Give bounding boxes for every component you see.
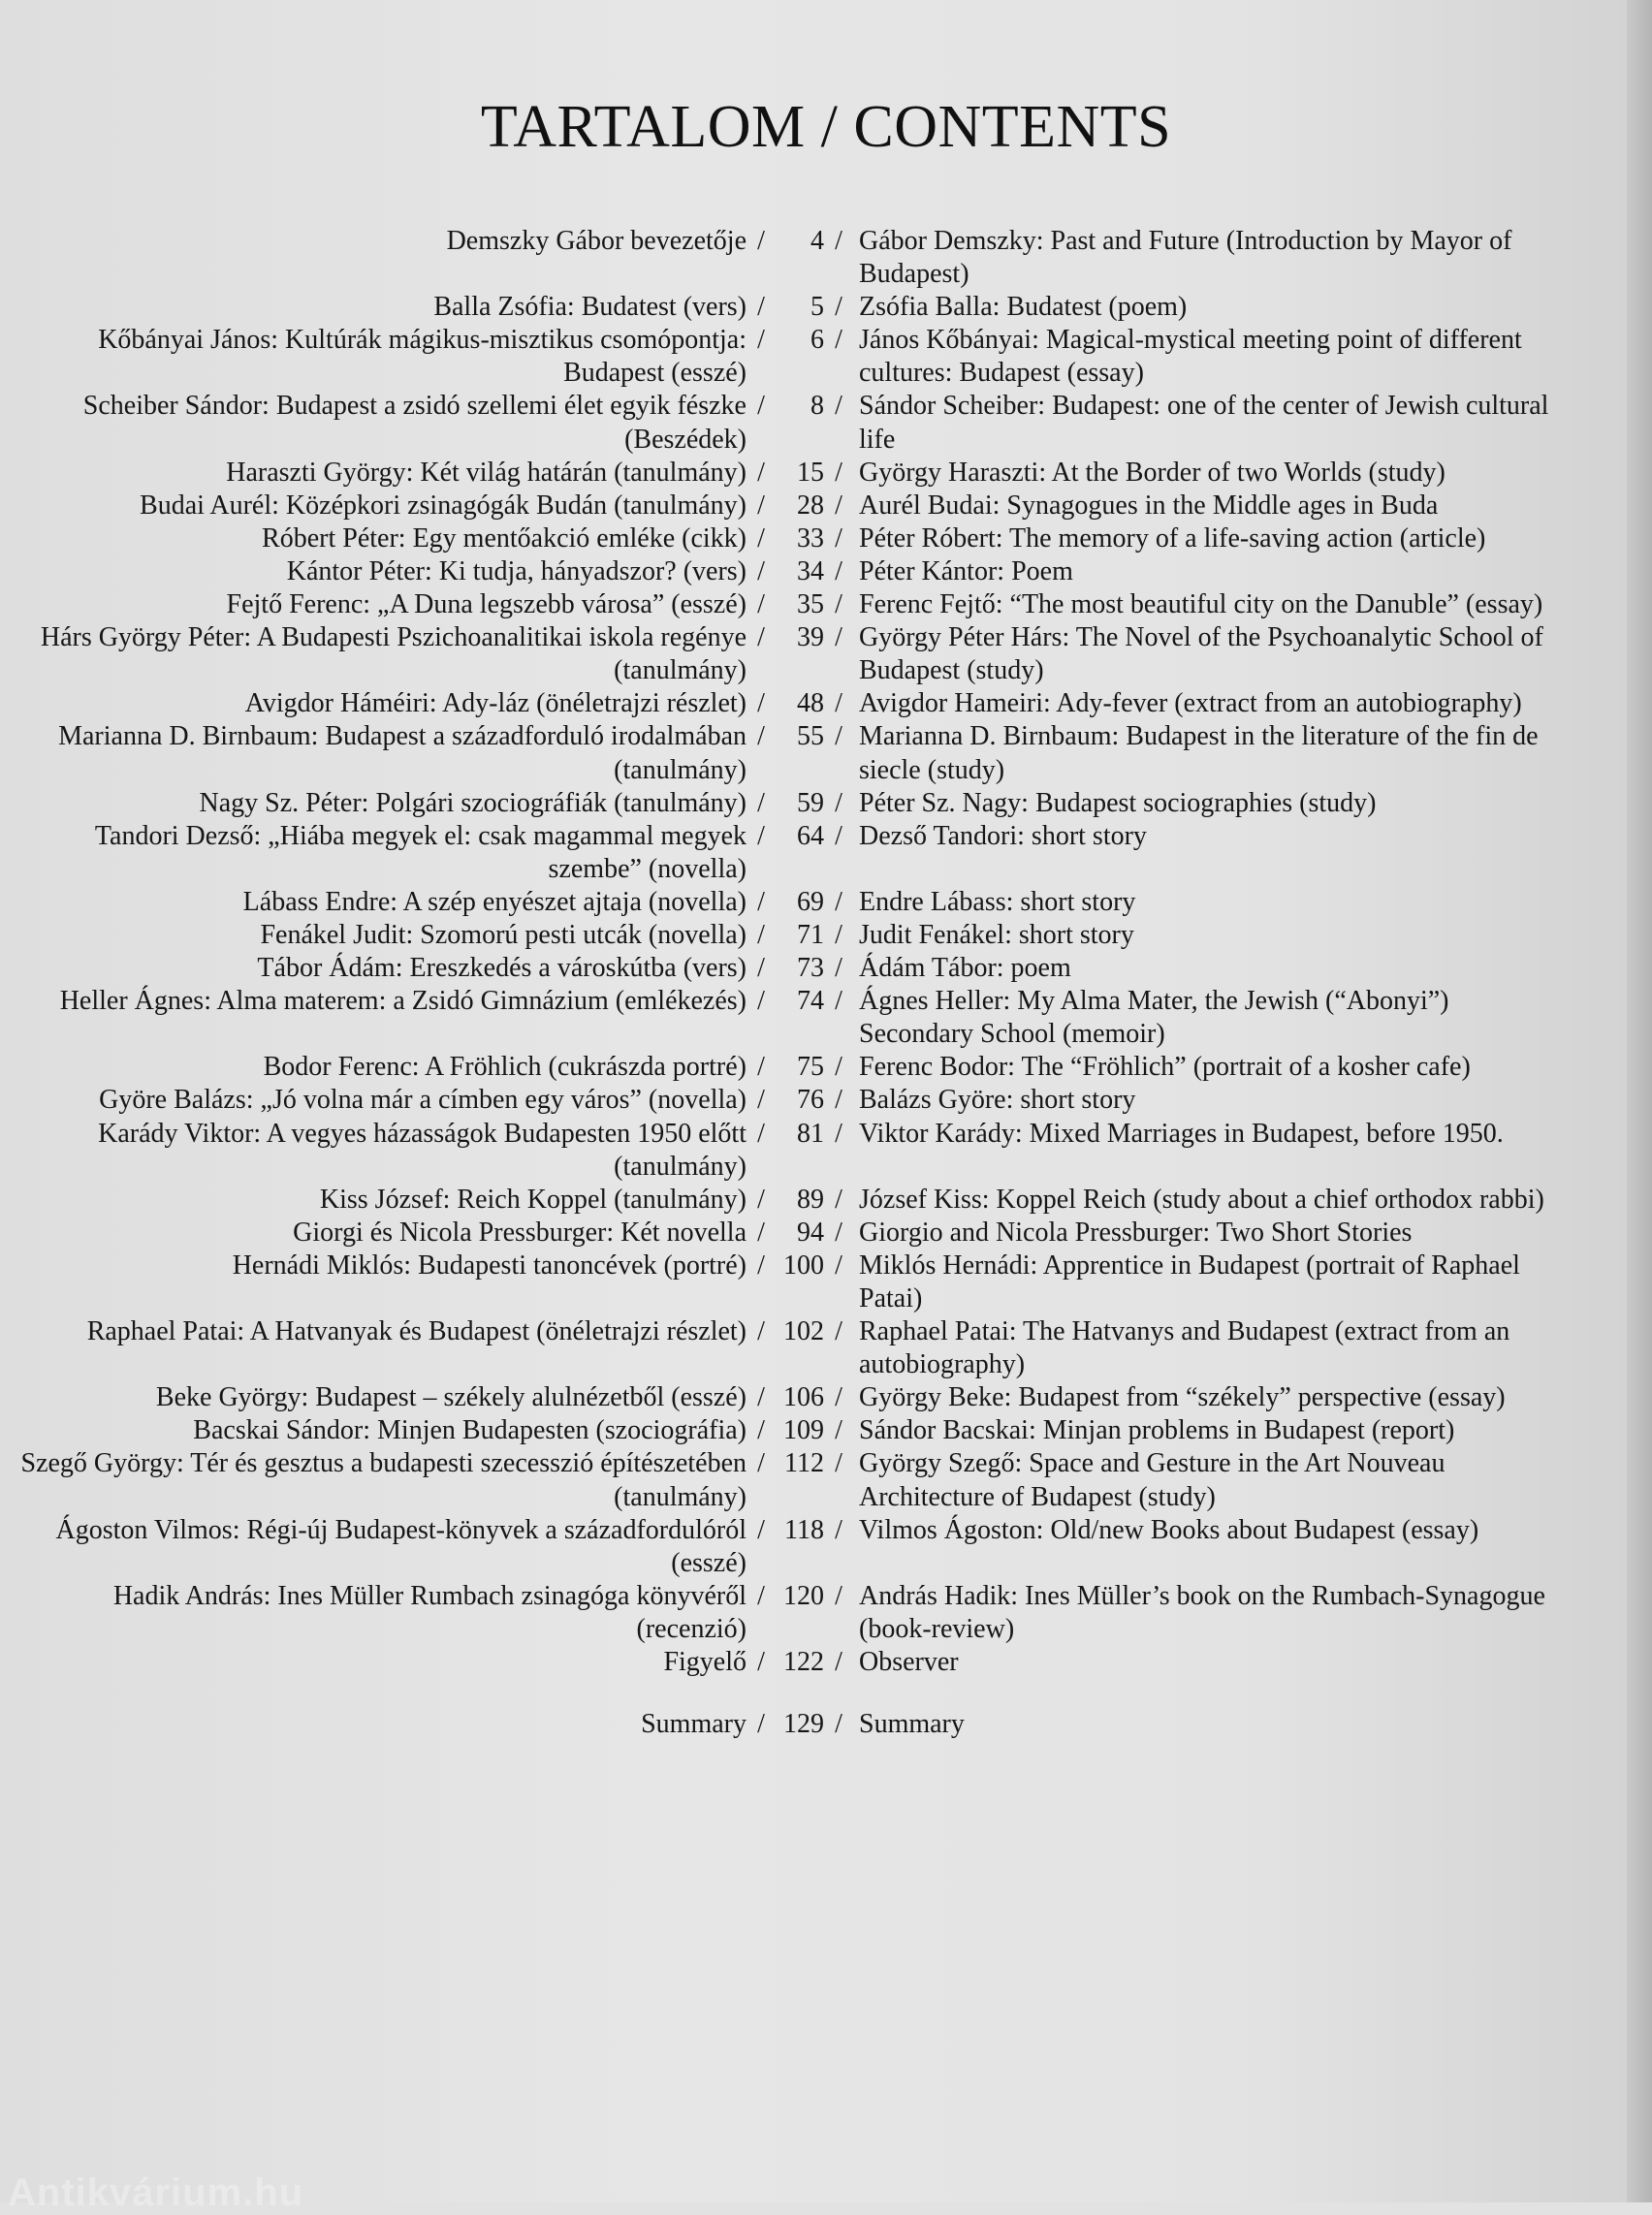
toc-page-number: 118 <box>784 1514 824 1545</box>
toc-page-number: 94 <box>797 1217 824 1248</box>
toc-entry-hungarian-title: Raphael Patai: A Hatvanyak és Budapest (önéletrajzi részlet) <box>86 1316 747 1347</box>
toc-entry <box>0 720 1652 786</box>
toc-separator: / <box>757 919 765 950</box>
toc-separator: / <box>757 953 765 984</box>
toc-page-number: 59 <box>797 787 824 818</box>
toc-page-number: 71 <box>797 919 824 950</box>
toc-separator: / <box>835 292 842 323</box>
toc-separator: / <box>757 325 765 356</box>
toc-separator: / <box>757 1184 765 1215</box>
toc-entry-hungarian-title: Fejtő Ferenc: „A Duna legszebb városa” (esszé) <box>226 589 747 620</box>
toc-entry-english-title: Gábor Demszky: Past and Future (Introduction by Mayor of Budapest) <box>859 226 1512 290</box>
toc-page-number: 106 <box>783 1382 824 1413</box>
toc-separator: / <box>757 1250 765 1281</box>
toc-separator: / <box>757 1514 765 1545</box>
toc-separator: / <box>835 688 842 719</box>
toc-separator: / <box>757 457 765 488</box>
toc-separator: / <box>835 1415 842 1446</box>
toc-entry-english-title: Summary <box>859 1709 965 1740</box>
toc-entry <box>0 457 1652 490</box>
toc-entry-english-title: György Haraszti: At the Border of two Worlds (study) <box>859 457 1446 488</box>
toc-entry-hungarian-title: Marianna D. Birnbaum: Budapest a századforduló irodalmában (tanulmány) <box>58 721 747 785</box>
toc-separator: / <box>835 886 842 917</box>
toc-separator: / <box>757 886 765 917</box>
toc-separator: / <box>835 1184 842 1215</box>
toc-entry-hungarian-title: Györe Balázs: „Jó volna már a címben egy város” (novella) <box>99 1085 747 1116</box>
toc-separator: / <box>835 986 842 1017</box>
toc-entry-english-title: Marianna D. Birnbaum: Budapest in the literature of the fin de siecle (study) <box>859 721 1539 785</box>
toc-separator: / <box>757 986 765 1017</box>
toc-entry-english-title: Aurél Budai: Synagogues in the Middle ages in Buda <box>859 490 1439 521</box>
toc-entry-hungarian-title: Tandori Dezső: „Hiába megyek el: csak magammal megyek szembe” (novella) <box>94 820 747 884</box>
toc-separator: / <box>835 1085 842 1116</box>
toc-page-number: 81 <box>797 1118 824 1149</box>
toc-entry-hungarian-title: Summary <box>641 1709 747 1740</box>
toc-entry <box>0 919 1652 952</box>
toc-entry-hungarian-title: Tábor Ádám: Ereszkedés a városkútba (vers) <box>257 953 747 984</box>
toc-separator: / <box>757 1316 765 1347</box>
toc-separator: / <box>835 457 842 488</box>
toc-entry <box>0 1250 1652 1315</box>
toc-separator: / <box>835 1448 842 1479</box>
toc-entry <box>0 1084 1652 1117</box>
toc-entry-english-title: Sándor Scheiber: Budapest: one of the center of Jewish cultural life <box>859 391 1549 455</box>
toc-page-number: 64 <box>797 820 824 851</box>
toc-entry-english-title: Endre Lábass: short story <box>859 886 1136 917</box>
toc-separator: / <box>757 1709 765 1740</box>
toc-entry <box>0 522 1652 555</box>
toc-separator: / <box>835 1052 842 1083</box>
toc-entry <box>0 886 1652 919</box>
toc-entry-hungarian-title: Hernádi Miklós: Budapesti tanoncévek (portré) <box>232 1250 747 1281</box>
toc-separator: / <box>757 787 765 818</box>
toc-entry-english-title: Péter Kántor: Poem <box>859 555 1073 586</box>
toc-entry <box>0 952 1652 985</box>
toc-entry-english-title: Ferenc Fejtő: “The most beautiful city on the Danuble” (essay) <box>859 589 1543 620</box>
toc-entry-hungarian-title: Fenákel Judit: Szomorú pesti utcák (novella) <box>260 919 747 950</box>
toc-entry-english-title: Sándor Bacskai: Minjan problems in Budapest (report) <box>859 1415 1455 1446</box>
toc-separator: / <box>757 622 765 653</box>
toc-entry-english-title: János Kőbányai: Magical-mystical meeting point of different cultures: Budapest (essay) <box>859 325 1522 389</box>
toc-entry <box>0 1315 1652 1381</box>
toc-separator: / <box>757 1217 765 1248</box>
toc-entry <box>0 1118 1652 1184</box>
toc-separator: / <box>835 721 842 752</box>
toc-entry-hungarian-title: Bodor Ferenc: A Fröhlich (cukrászda portré) <box>263 1052 747 1083</box>
toc-separator: / <box>835 1647 842 1678</box>
toc-entry-hungarian-title: Balla Zsófia: Budatest (vers) <box>433 292 747 323</box>
toc-entry-english-title: Dezső Tandori: short story <box>859 820 1147 851</box>
toc-separator: / <box>757 1415 765 1446</box>
toc-entry-english-title: Péter Sz. Nagy: Budapest sociographies (study) <box>859 787 1377 818</box>
toc-entry-hungarian-title: Ágoston Vilmos: Régi-új Budapest-könyvek a századfordulóról (esszé) <box>55 1514 747 1578</box>
summary-gap <box>0 1679 1652 1708</box>
toc-entry <box>0 291 1652 324</box>
toc-entry-hungarian-title: Beke György: Budapest – székely alulnézetből (esszé) <box>155 1382 747 1413</box>
toc-page-number: 112 <box>784 1448 824 1479</box>
toc-entry-english-title: József Kiss: Koppel Reich (study about a chief orthodox rabbi) <box>859 1184 1544 1215</box>
toc-entry <box>0 1414 1652 1447</box>
toc-separator: / <box>757 589 765 620</box>
toc-separator: / <box>757 490 765 521</box>
toc-separator: / <box>757 226 765 256</box>
toc-entry-hungarian-title: Heller Ágnes: Alma materem: a Zsidó Gimnázium (emlékezés) <box>59 986 747 1017</box>
toc-separator: / <box>835 919 842 950</box>
toc-separator: / <box>835 1709 842 1740</box>
toc-entry-hungarian-title: Avigdor Háméiri: Ady-láz (önéletrajzi részlet) <box>244 688 747 719</box>
toc-page-number: 48 <box>797 688 824 719</box>
toc-page-number: 73 <box>797 953 824 984</box>
toc-page-number: 35 <box>797 589 824 620</box>
toc-separator: / <box>757 1647 765 1678</box>
toc-entry <box>0 324 1652 390</box>
toc-page-number: 100 <box>783 1250 824 1281</box>
toc-page-number: 76 <box>797 1085 824 1116</box>
toc-entry-hungarian-title: Hárs György Péter: A Budapesti Pszichoanalitikai iskola regénye (tanulmány) <box>40 622 747 686</box>
toc-entry-english-title: Péter Róbert: The memory of a life-saving action (article) <box>859 522 1486 554</box>
toc-entry <box>0 588 1652 621</box>
toc-separator: / <box>757 522 765 554</box>
toc-entry <box>0 687 1652 720</box>
toc-page-number: 120 <box>783 1580 824 1611</box>
toc-entry-english-title: Vilmos Ágoston: Old/new Books about Budapest (essay) <box>859 1514 1479 1545</box>
toc-page-number: 5 <box>810 292 824 323</box>
toc-page-number: 129 <box>783 1709 824 1740</box>
toc-page-number: 102 <box>783 1316 824 1347</box>
toc-entry <box>0 490 1652 522</box>
toc-entry-hungarian-title: Haraszti György: Két világ határán (tanulmány) <box>226 457 747 488</box>
toc-entry <box>0 985 1652 1051</box>
toc-separator: / <box>835 391 842 422</box>
toc-separator: / <box>835 820 842 851</box>
toc-entry-hungarian-title: Budai Aurél: Középkori zsinagógák Budán (tanulmány) <box>140 490 747 521</box>
toc-entry-english-title: Balázs Györe: short story <box>859 1085 1136 1116</box>
toc-separator: / <box>757 1118 765 1149</box>
toc-page-number: 8 <box>810 391 824 422</box>
page-title: TARTALOM / CONTENTS <box>480 94 1172 160</box>
toc-entry <box>0 1381 1652 1414</box>
toc-entry-english-title: György Szegő: Space and Gesture in the Art Nouveau Architecture of Budapest (study) <box>859 1448 1446 1512</box>
toc-separator: / <box>835 1217 842 1248</box>
toc-entry <box>0 1217 1652 1250</box>
toc-entry <box>0 1184 1652 1217</box>
toc-entry-hungarian-title: Lábass Endre: A szép enyészet ajtaja (novella) <box>242 886 747 917</box>
toc-entry <box>0 820 1652 886</box>
toc-entry <box>0 1051 1652 1084</box>
toc-separator: / <box>835 1250 842 1281</box>
toc-separator: / <box>835 1514 842 1545</box>
table-of-contents <box>0 225 1652 1741</box>
toc-separator: / <box>757 292 765 323</box>
toc-entry-hungarian-title: Szegő György: Tér és gesztus a budapesti szecesszió építészetében (tanulmány) <box>20 1448 747 1512</box>
toc-entry-hungarian-title: Bacskai Sándor: Minjen Budapesten (szociográfia) <box>193 1415 747 1446</box>
toc-separator: / <box>835 325 842 356</box>
toc-entry-english-title: Observer <box>859 1647 959 1678</box>
toc-entry-hungarian-title: Scheiber Sándor: Budapest a zsidó szellemi élet egyik fészke (Beszédek) <box>82 391 747 455</box>
toc-separator: / <box>835 1118 842 1149</box>
toc-page-number: 34 <box>797 555 824 586</box>
toc-entry <box>0 1514 1652 1580</box>
toc-entry-hungarian-title: Kántor Péter: Ki tudja, hányadszor? (vers) <box>286 555 747 586</box>
toc-page-number: 39 <box>797 622 824 653</box>
toc-entry-hungarian-title: Demszky Gábor bevezetője <box>446 226 747 256</box>
toc-entry <box>0 1580 1652 1646</box>
toc-entry <box>0 555 1652 588</box>
toc-entry-hungarian-title: Kiss József: Reich Koppel (tanulmány) <box>319 1184 747 1215</box>
toc-entry-hungarian-title: Róbert Péter: Egy mentőakció emléke (cikk) <box>262 522 747 554</box>
toc-entry-english-title: Zsófia Balla: Budatest (poem) <box>859 292 1188 323</box>
toc-entry-english-title: Raphael Patai: The Hatvanys and Budapest (extract from an autobiography) <box>859 1316 1510 1380</box>
toc-separator: / <box>835 226 842 256</box>
toc-separator: / <box>757 688 765 719</box>
toc-entry-english-title: Miklós Hernádi: Apprentice in Budapest (portrait of Raphael Patai) <box>859 1250 1520 1313</box>
toc-entry-english-title: András Hadik: Ines Müller’s book on the Rumbach-Synagogue (book-review) <box>859 1580 1545 1644</box>
toc-separator: / <box>757 1085 765 1116</box>
toc-entry-english-title: György Beke: Budapest from “székely” perspective (essay) <box>859 1382 1506 1413</box>
toc-separator: / <box>757 1580 765 1611</box>
toc-page-number: 55 <box>797 721 824 752</box>
toc-page-number: 109 <box>783 1415 824 1446</box>
toc-separator: / <box>757 1052 765 1083</box>
toc-entry-english-title: Ádám Tábor: poem <box>859 953 1071 984</box>
toc-entry <box>0 225 1652 291</box>
toc-page-number: 15 <box>797 457 824 488</box>
toc-page-number: 6 <box>810 325 824 356</box>
toc-entry-hungarian-title: Kőbányai János: Kultúrák mágikus-misztikus csomópontja: Budapest (esszé) <box>98 325 747 389</box>
toc-separator: / <box>757 1448 765 1479</box>
toc-entry <box>0 1447 1652 1513</box>
toc-separator: / <box>835 1382 842 1413</box>
toc-page-number: 4 <box>810 226 824 256</box>
toc-separator: / <box>757 1382 765 1413</box>
toc-separator: / <box>835 953 842 984</box>
toc-separator: / <box>835 1580 842 1611</box>
toc-separator: / <box>757 391 765 422</box>
toc-entry-english-title: Giorgio and Nicola Pressburger: Two Short Stories <box>859 1217 1413 1248</box>
toc-entry <box>0 621 1652 687</box>
toc-entry-english-title: Judit Fenákel: short story <box>859 919 1134 950</box>
toc-page-number: 89 <box>797 1184 824 1215</box>
toc-separator: / <box>835 622 842 653</box>
toc-entry-hungarian-title: Figyelő <box>663 1647 747 1678</box>
toc-entry-english-title: Ferenc Bodor: The “Fröhlich” (portrait of a kosher cafe) <box>859 1052 1471 1083</box>
toc-page-number: 28 <box>797 490 824 521</box>
toc-entry-hungarian-title: Hadik András: Ines Müller Rumbach zsinagóga könyvéről (recenzió) <box>112 1580 747 1644</box>
toc-separator: / <box>835 555 842 586</box>
toc-entry-hungarian-title: Karády Viktor: A vegyes házasságok Budapesten 1950 előtt (tanulmány) <box>98 1118 747 1182</box>
watermark: Antikvárium.hu <box>8 2171 304 2214</box>
toc-page-number: 69 <box>797 886 824 917</box>
toc-page-number: 74 <box>797 986 824 1017</box>
toc-entry <box>0 787 1652 820</box>
toc-entry <box>0 1708 1652 1741</box>
toc-page-number: 75 <box>797 1052 824 1083</box>
toc-separator: / <box>757 721 765 752</box>
toc-page-number: 122 <box>783 1647 824 1678</box>
toc-separator: / <box>835 787 842 818</box>
toc-separator: / <box>757 820 765 851</box>
toc-entry-hungarian-title: Giorgi és Nicola Pressburger: Két novella <box>293 1217 747 1248</box>
toc-separator: / <box>835 490 842 521</box>
toc-page-number: 33 <box>797 522 824 554</box>
toc-entry <box>0 1646 1652 1679</box>
toc-entry-english-title: Viktor Karády: Mixed Marriages in Budapest, before 1950. <box>859 1118 1504 1149</box>
toc-separator: / <box>757 555 765 586</box>
toc-entry-english-title: György Péter Hárs: The Novel of the Psychoanalytic School of Budapest (study) <box>859 622 1543 686</box>
toc-entry <box>0 390 1652 456</box>
toc-entry-hungarian-title: Nagy Sz. Péter: Polgári szociográfiák (tanulmány) <box>199 787 747 818</box>
toc-separator: / <box>835 589 842 620</box>
toc-separator: / <box>835 522 842 554</box>
toc-entry-english-title: Ágnes Heller: My Alma Mater, the Jewish (“Abonyi”) Secondary School (memoir) <box>859 986 1449 1050</box>
toc-entry-english-title: Avigdor Hameiri: Ady-fever (extract from an autobiography) <box>859 688 1522 719</box>
toc-separator: / <box>835 1316 842 1347</box>
